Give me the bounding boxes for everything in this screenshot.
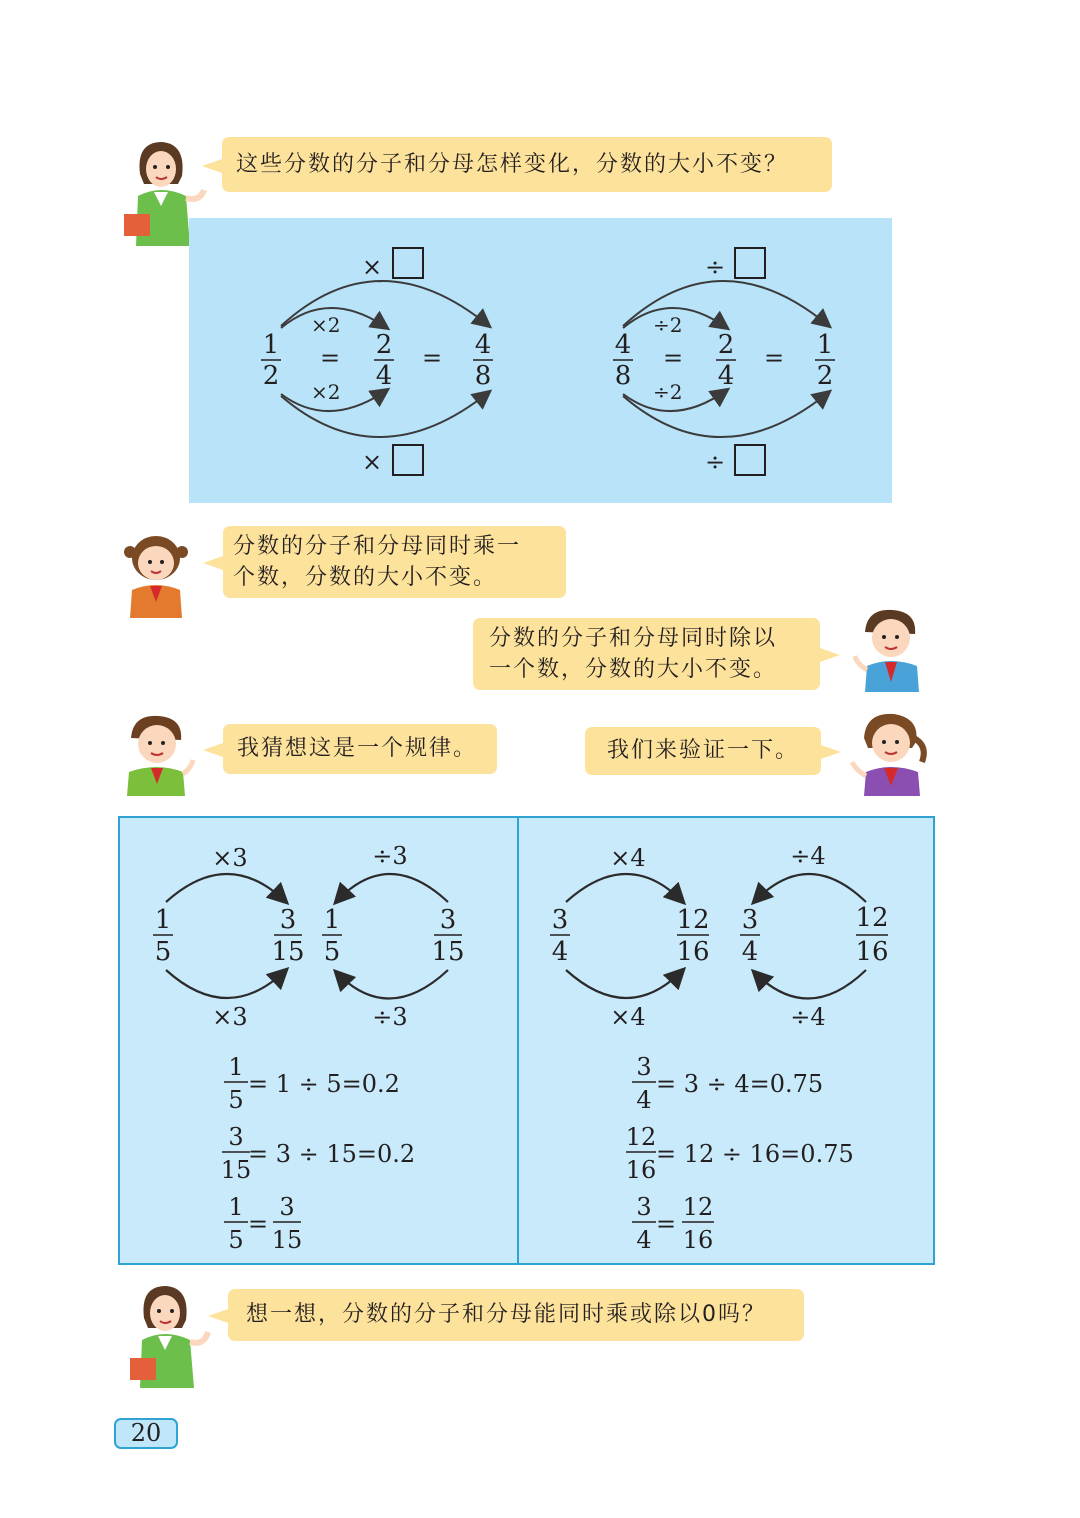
eq-num: 1 bbox=[228, 1053, 244, 1081]
fraction-den: 2 bbox=[816, 361, 834, 391]
fraction-den: 4 bbox=[741, 937, 759, 967]
final-b-den: 15 bbox=[271, 1226, 303, 1254]
fraction-den: 15 bbox=[431, 937, 465, 967]
arrow-bottom bbox=[754, 970, 866, 999]
fraction-num: 3 bbox=[439, 905, 457, 935]
blank-box bbox=[735, 445, 765, 475]
final-a-num: 3 bbox=[636, 1193, 652, 1221]
op-label-bottom: ÷4 bbox=[790, 1003, 826, 1031]
eq-rest: = 1 ÷ 5=0.2 bbox=[248, 1070, 400, 1098]
boy-bubble bbox=[473, 618, 820, 690]
fraction-num: 1 bbox=[816, 330, 834, 360]
op-label-top: ×3 bbox=[212, 844, 248, 872]
outer-op-top: × bbox=[362, 253, 383, 281]
fraction-den: 4 bbox=[551, 937, 569, 967]
girl-illustration bbox=[120, 530, 195, 618]
fraction-num: 4 bbox=[474, 330, 492, 360]
girl-text-line1: 分数的分子和分母同时乘一 bbox=[233, 534, 522, 559]
guess-bubble bbox=[223, 724, 497, 774]
fraction-num: 4 bbox=[614, 330, 632, 360]
arrow-bottom bbox=[166, 970, 286, 998]
boy-illustration bbox=[851, 604, 929, 692]
arrow-top bbox=[754, 874, 866, 902]
question-bubble bbox=[222, 137, 832, 192]
fraction-num: 3 bbox=[279, 905, 297, 935]
boy2-illustration bbox=[121, 712, 195, 796]
eq-num: 3 bbox=[228, 1123, 244, 1151]
op-label-bottom: ÷3 bbox=[372, 1003, 408, 1031]
inner-op-top: ×2 bbox=[311, 313, 341, 337]
eq-rest: = 3 ÷ 15=0.2 bbox=[248, 1140, 416, 1168]
right-multiply-cycle bbox=[550, 844, 710, 1031]
left-divide-cycle bbox=[322, 842, 465, 1031]
op-label-top: ÷4 bbox=[790, 842, 826, 870]
fraction-num: 1 bbox=[323, 905, 341, 935]
verify-bubble bbox=[585, 727, 821, 775]
op-label-bottom: ×4 bbox=[610, 1003, 646, 1031]
right-divide-cycle bbox=[740, 842, 889, 1031]
fraction-num: 2 bbox=[375, 330, 393, 360]
girl2-illustration bbox=[848, 708, 930, 796]
fraction-den: 8 bbox=[614, 361, 632, 391]
fraction-num: 3 bbox=[551, 905, 569, 935]
fraction-den: 5 bbox=[323, 937, 341, 967]
final-eq: = bbox=[655, 1210, 677, 1238]
verify-text: 我们来验证一下。 bbox=[607, 738, 800, 763]
fraction-num: 12 bbox=[855, 903, 889, 933]
final-a-num: 1 bbox=[228, 1193, 244, 1221]
question-text: 这些分数的分子和分母怎样变化，分数的大小不变？ bbox=[236, 152, 789, 177]
eq-den: 15 bbox=[220, 1156, 252, 1184]
fraction-num: 3 bbox=[741, 905, 759, 935]
equals-sign: = bbox=[662, 344, 684, 372]
multiply-group bbox=[261, 248, 493, 476]
boy-text-line2: 一个数，分数的大小不变。 bbox=[489, 657, 778, 682]
fraction-den: 2 bbox=[262, 361, 280, 391]
equals-sign: = bbox=[319, 344, 341, 372]
eq-den: 5 bbox=[228, 1086, 244, 1114]
outer-op-bottom: ÷ bbox=[705, 448, 726, 476]
arrow-bottom bbox=[566, 970, 683, 998]
teacher2-illustration bbox=[122, 1280, 214, 1392]
eq-rest: = 3 ÷ 4=0.75 bbox=[656, 1070, 824, 1098]
fraction-num: 1 bbox=[262, 330, 280, 360]
final-b-num: 3 bbox=[279, 1193, 295, 1221]
fraction-den: 4 bbox=[375, 361, 393, 391]
equals-sign: = bbox=[763, 344, 785, 372]
op-label-top: ÷3 bbox=[372, 842, 408, 870]
fraction-den: 16 bbox=[855, 937, 889, 967]
guess-text: 我猜想这是一个规律。 bbox=[237, 736, 478, 761]
final-eq: = bbox=[247, 1210, 269, 1238]
op-label-bottom: ×3 bbox=[212, 1003, 248, 1031]
fraction-num: 1 bbox=[154, 905, 172, 935]
inner-op-bottom: ×2 bbox=[311, 380, 341, 404]
page-number: 20 bbox=[114, 1418, 178, 1449]
top-fraction-diagram bbox=[189, 218, 892, 503]
final-a-den: 5 bbox=[228, 1226, 244, 1254]
fraction-den: 4 bbox=[717, 361, 735, 391]
fraction-den: 15 bbox=[271, 937, 305, 967]
arrow-bottom bbox=[336, 970, 448, 999]
final-b-den: 16 bbox=[682, 1226, 714, 1254]
boy-text-line1: 分数的分子和分母同时除以 bbox=[489, 626, 778, 651]
equals-sign: = bbox=[421, 344, 443, 372]
arrow-top bbox=[566, 874, 683, 902]
inner-op-top: ÷2 bbox=[653, 313, 683, 337]
eq-num: 3 bbox=[636, 1053, 652, 1081]
inner-op-bottom: ÷2 bbox=[653, 380, 683, 404]
blank-box bbox=[393, 445, 423, 475]
arrow-top bbox=[336, 874, 448, 902]
eq-num: 12 bbox=[625, 1123, 657, 1151]
fraction-den: 16 bbox=[676, 937, 710, 967]
outer-op-bottom: × bbox=[362, 448, 383, 476]
fraction-den: 8 bbox=[474, 361, 492, 391]
final-a-den: 4 bbox=[636, 1226, 652, 1254]
fraction-num: 2 bbox=[717, 330, 735, 360]
eq-den: 16 bbox=[625, 1156, 657, 1184]
eq-rest: = 12 ÷ 16=0.75 bbox=[656, 1140, 854, 1168]
girl-text-line2: 个数，分数的大小不变。 bbox=[233, 565, 498, 590]
girl-bubble bbox=[223, 526, 566, 598]
verification-diagram bbox=[118, 816, 935, 1265]
eq-den: 4 bbox=[636, 1086, 652, 1114]
op-label-top: ×4 bbox=[610, 844, 646, 872]
think-text: 想一想，分数的分子和分母能同时乘或除以0吗？ bbox=[246, 1302, 766, 1327]
think-bubble bbox=[228, 1289, 804, 1341]
divide-group bbox=[613, 248, 835, 476]
blank-box bbox=[393, 248, 423, 278]
arrow-top bbox=[166, 874, 286, 902]
fraction-num: 12 bbox=[676, 905, 710, 935]
left-multiply-cycle bbox=[153, 844, 305, 1031]
right-equations bbox=[626, 1053, 854, 1254]
fraction-den: 5 bbox=[154, 937, 172, 967]
outer-op-top: ÷ bbox=[705, 253, 726, 281]
left-equations bbox=[221, 1053, 415, 1254]
blank-box bbox=[735, 248, 765, 278]
final-b-num: 12 bbox=[682, 1193, 714, 1221]
